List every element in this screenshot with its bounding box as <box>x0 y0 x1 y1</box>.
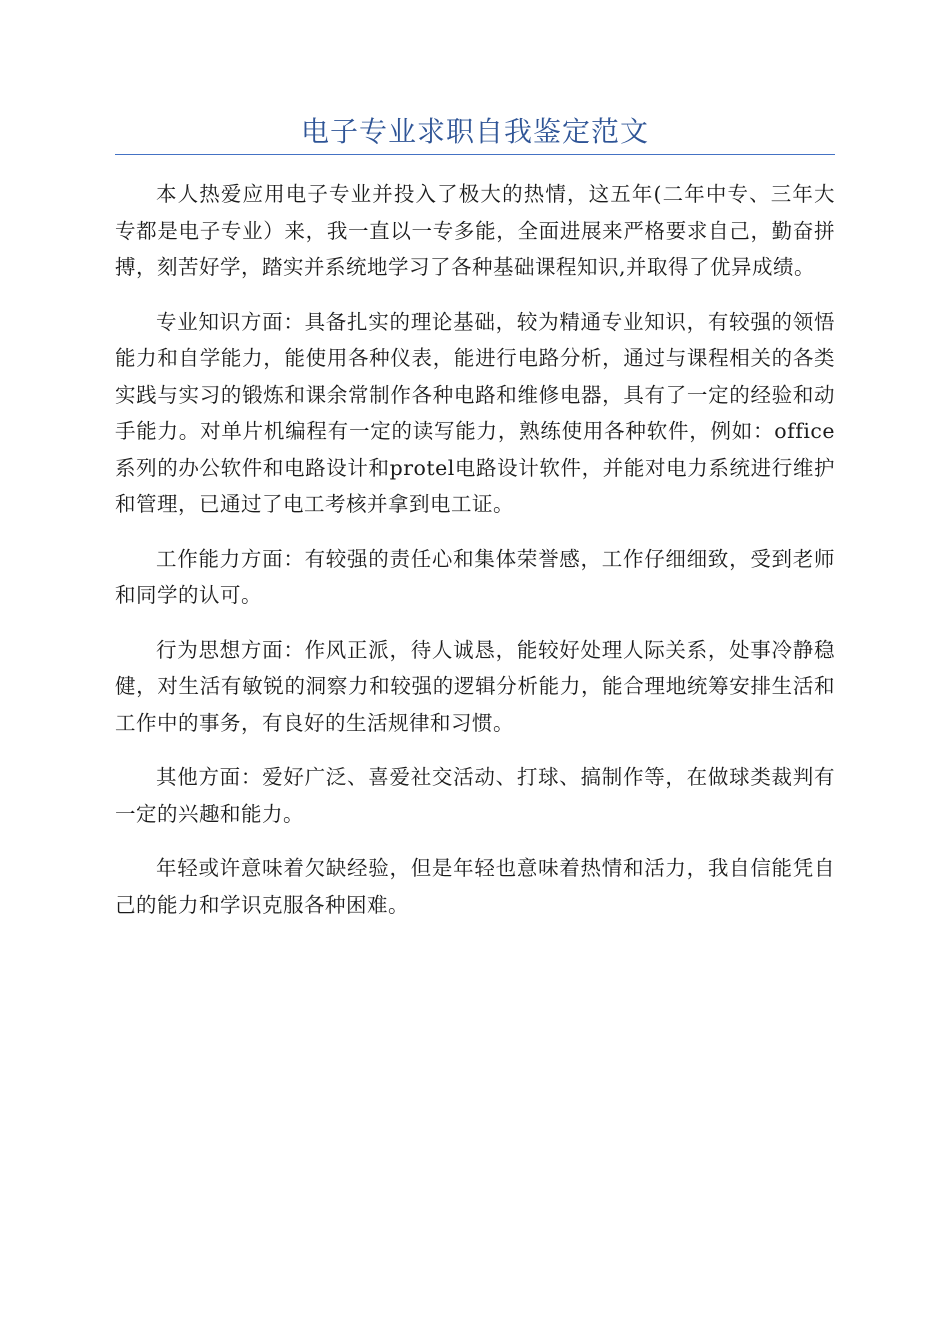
title-block <box>115 112 835 155</box>
page-title: 电子专业求职自我鉴定范文 <box>300 115 649 148</box>
paragraph-conclusion: 年轻或许意味着欠缺经验，但是年轻也意味着热情和活力，我自信能凭自己的能力和学识克服各种困难。 <box>115 856 835 917</box>
paragraph-work-ability: 工作能力方面：有较强的责任心和集体荣誉感，工作仔细细致，受到老师和同学的认可。 <box>115 546 835 607</box>
paragraph-intro: 本人热爱应用电子专业并投入了极大的热情，这五年(二年中专、三年大专都是电子专业）来，我一直以一专多能，全面进展来严格要求自己，勤奋拼搏，刻苦好学，踏实并系统地学习了各种基础课程知识,并取得了优异成绩。 <box>115 182 835 279</box>
paragraph-other: 其他方面：爱好广泛、喜爱社交活动、打球、搞制作等，在做球类裁判有一定的兴趣和能力。 <box>115 765 835 826</box>
paragraph-conduct: 行为思想方面：作风正派，待人诚恳，能较好处理人际关系，处事冷静稳健，对生活有敏锐的洞察力和较强的逻辑分析能力，能合理地统筹安排生活和工作中的事务，有良好的生活规律和习惯。 <box>115 637 835 735</box>
paragraph-professional-knowledge: 专业知识方面：具备扎实的理论基础，较为精通专业知识，有较强的领悟能力和自学能力，能使用各种仪表，能进行电路分析，通过与课程相关的各类实践与实习的锻炼和课余常制作各种电路和维修电器，具有了一定的经验和动手能力。对单片机编程有一定的读写能力，熟练使用各种软件，例如：office系列的办公软件和电路设计和protel电路设计软件，并能对电力系统进行维护和管理，已通过了电工考核并拿到电工证。 <box>115 309 835 516</box>
title-underline <box>115 154 835 155</box>
document-body <box>115 176 835 941</box>
